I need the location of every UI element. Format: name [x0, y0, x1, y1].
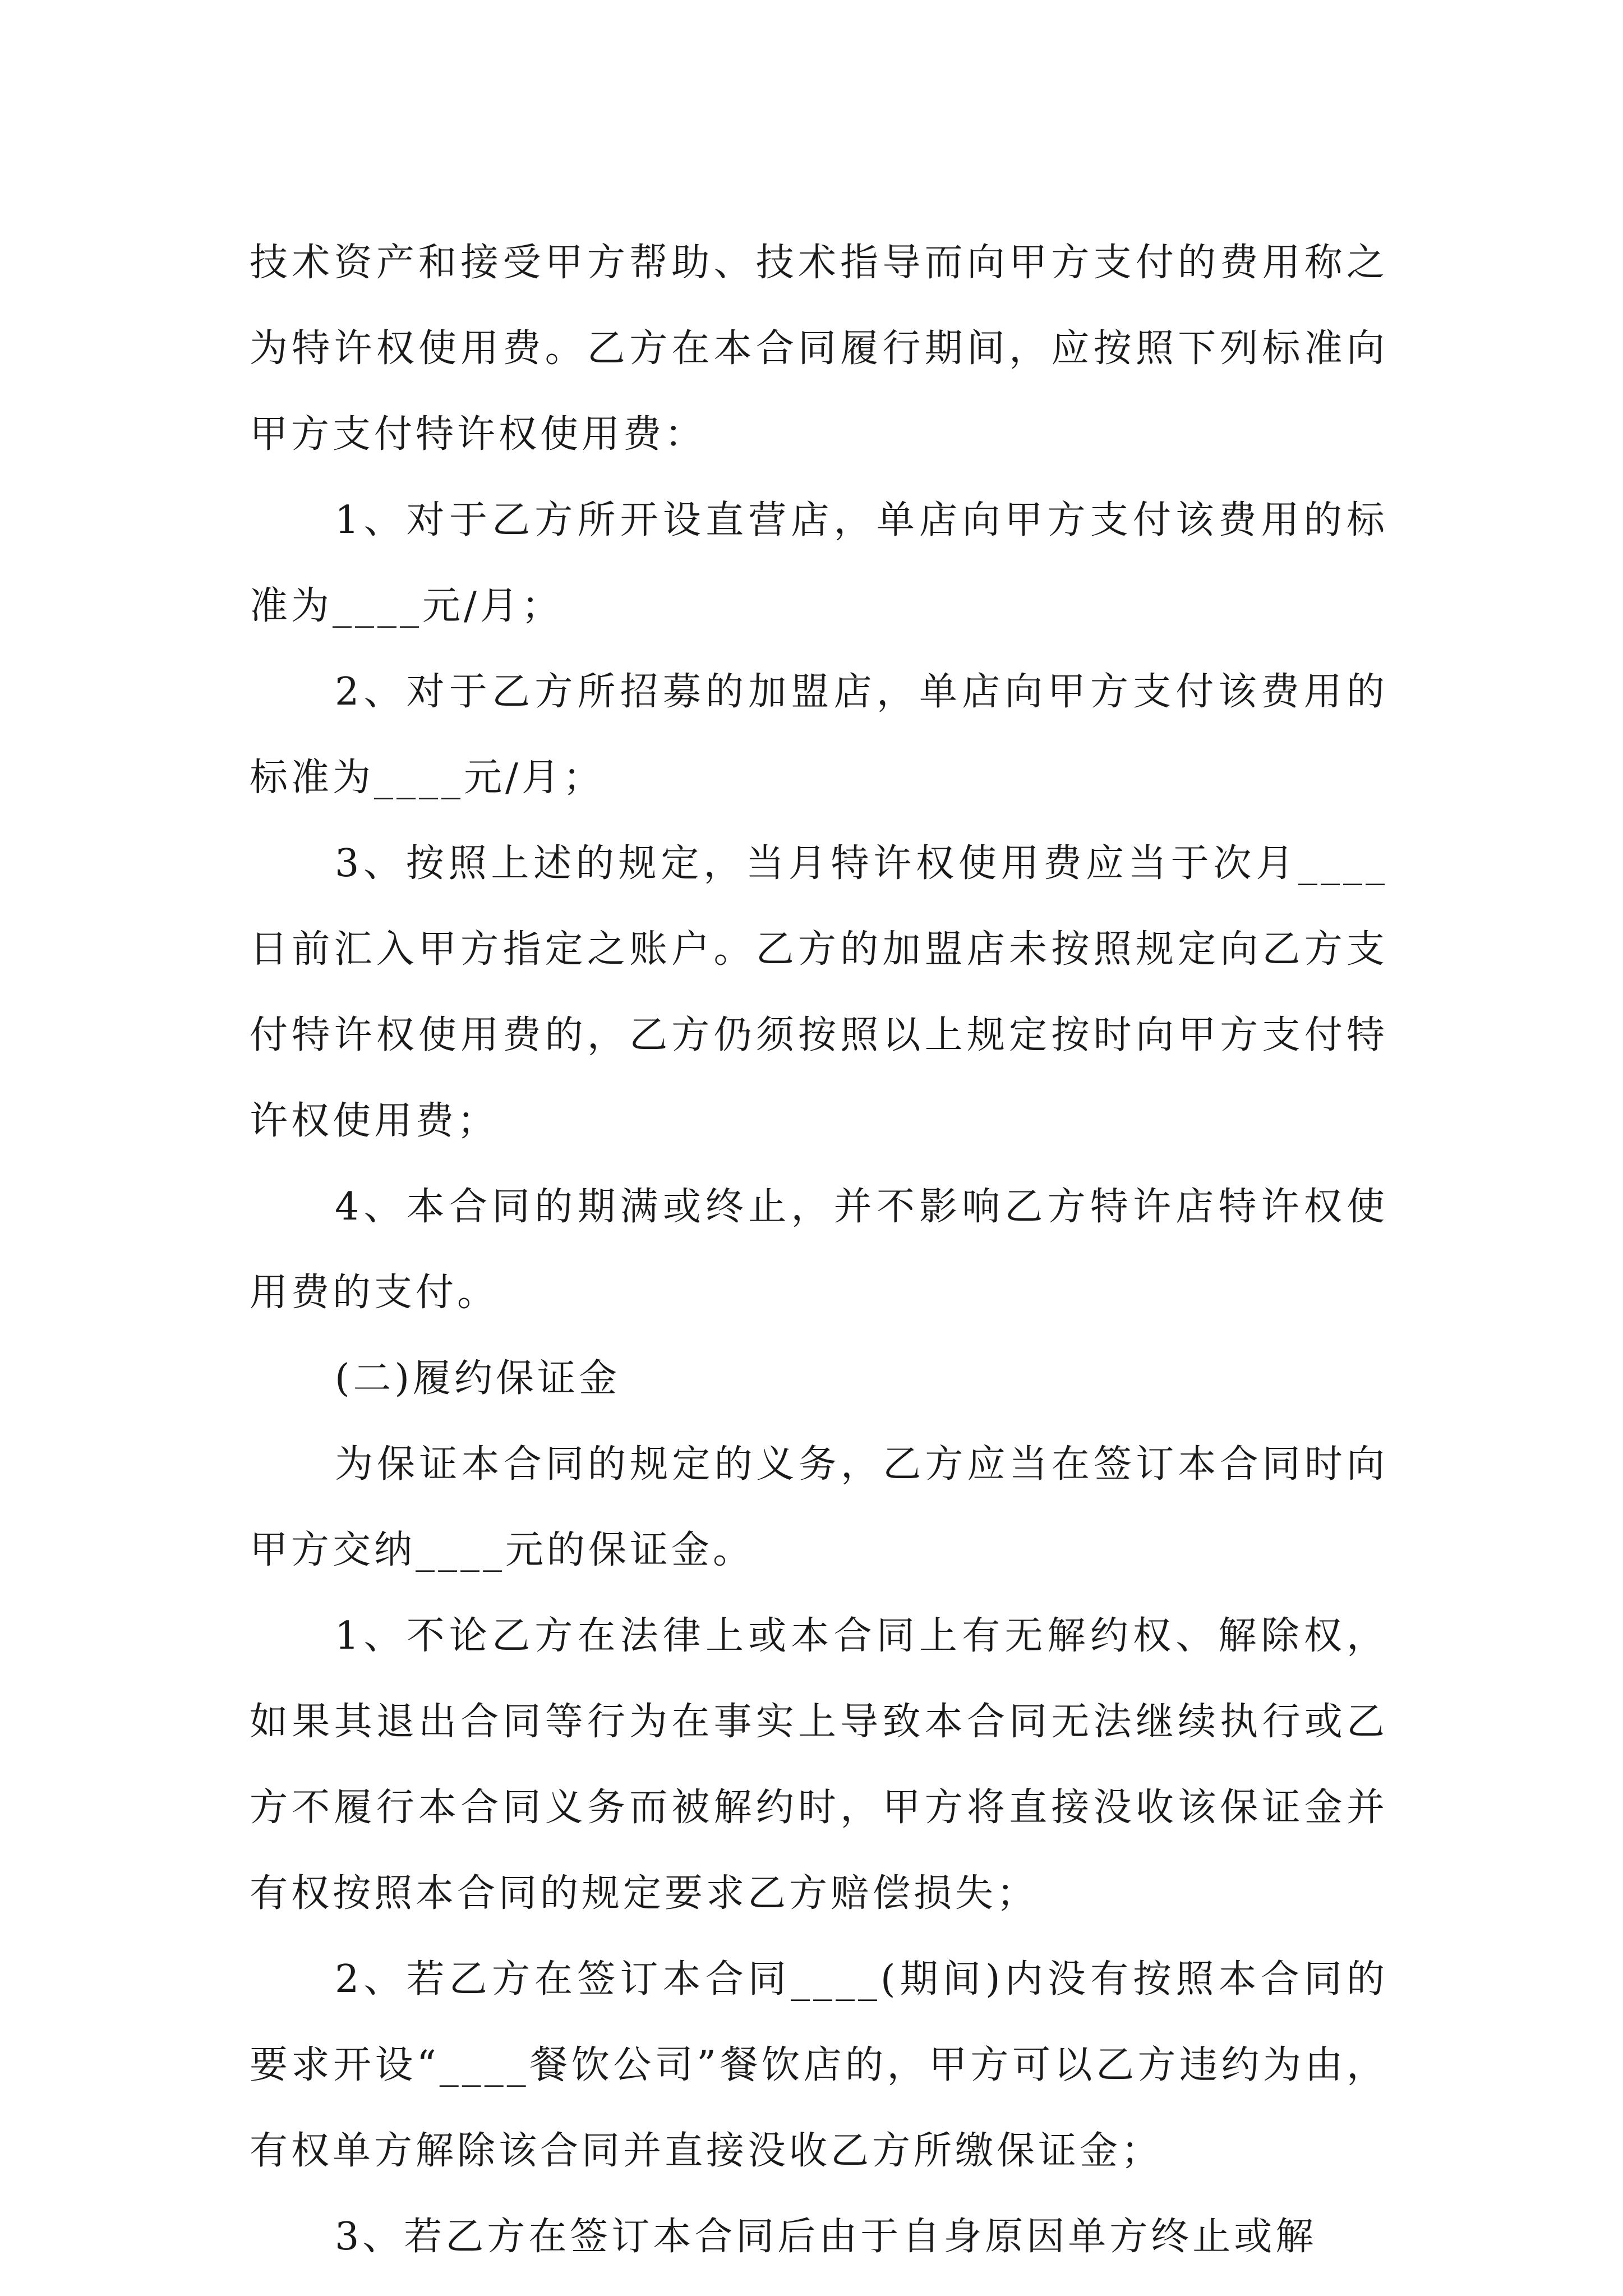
- paragraph-deposit-intro: 为保证本合同的规定的义务，乙方应当在签订本合同时向甲方交纳____元的保证金。: [250, 1442, 1388, 1572]
- paragraph-item-2-franchise-store: 2、对于乙方所招募的加盟店，单店向甲方支付该费用的标准为____元/月；: [250, 670, 1388, 800]
- paragraph-deposit-item-1: 1、不论乙方在法律上或本合同上有无解约权、解除权，如果其退出合同等行为在事实上导致本合同无法继续执行或乙方不履行本合同义务而被解约时，甲方将直接没收该保证金并有权按照本合同的规定要求乙方赔偿损失；: [250, 1614, 1388, 1916]
- paragraph-item-4-expiry: 4、本合同的期满或终止，并不影响乙方特许店特许权使用费的支付。: [250, 1185, 1388, 1315]
- paragraph-item-1-direct-store: 1、对于乙方所开设直营店，单店向甲方支付该费用的标准为____元/月；: [250, 498, 1388, 628]
- paragraph-item-3-payment-deadline: 3、按照上述的规定，当月特许权使用费应当于次月____日前汇入甲方指定之账户。乙方的加盟店未按照规定向乙方支付特许权使用费的，乙方仍须按照以上规定按时向甲方支付特许权使用费；: [250, 841, 1388, 1143]
- paragraph-franchise-fee-intro: 技术资产和接受甲方帮助、技术指导而向甲方支付的费用称之为特许权使用费。乙方在本合同履行期间，应按照下列标准向甲方支付特许权使用费：: [250, 241, 1388, 457]
- paragraph-deposit-item-3: 3、若乙方在签订本合同后由于自身原因单方终止或解: [335, 2215, 1317, 2259]
- document-body: [250, 220, 1388, 2280]
- paragraph-deposit-item-2: 2、若乙方在签订本合同____(期间)内没有按照本合同的要求开设“____餐饮公司”餐饮店的，甲方可以乙方违约为由，有权单方解除该合同并直接没收乙方所缴保证金；: [250, 1957, 1388, 2173]
- section-heading-deposit: (二)履约保证金: [335, 1356, 621, 1401]
